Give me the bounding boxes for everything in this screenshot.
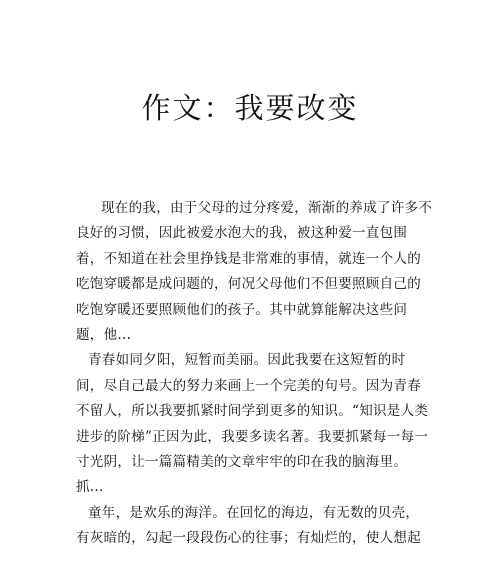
paragraph-line: 有灰暗的，勾起一段段伤心的往事；有灿烂的，使人想起 (76, 530, 421, 547)
paragraph-line: 吃饱穿暖都是成问题的，何况父母他们不但要照顾自己的 (76, 276, 421, 293)
paragraph-line: 现在的我，由于父母的过分疼爱，渐渐的养成了许多不 (101, 200, 433, 216)
paragraph-line: 不留人，所以我要抓紧时间学到更多的知识。“知识是人类 (76, 403, 429, 420)
paragraph-line: 青春如同夕阳，短暂而美丽。因此我要在这短暂的时 (88, 352, 406, 369)
paragraph-line: 间，尽自己最大的努力来画上一个完美的句号。因为青春 (76, 377, 421, 394)
paragraph-line: 题，他... (76, 326, 132, 343)
paragraph-line: 着，不知道在社会里挣钱是非常难的事情，就连一个人的 (76, 250, 421, 267)
paragraph-line: 吃饱穿暖还要照顾他们的孩子。其中就算能解决这些问 (76, 301, 408, 318)
document-title: 作文：我要改变 (141, 91, 359, 125)
paragraph-line: 寸光阴，让一篇篇精美的文章牢牢的印在我的脑海里。 (76, 453, 408, 470)
paragraph-line: 良好的习惯，因此被爱水泡大的我，被这种爱一直包围 (76, 225, 408, 242)
paragraph-line: 抓... (76, 479, 104, 496)
paragraph-line: 进步的阶梯”正因为此，我要多读名著。我要抓紧每一每一 (76, 428, 429, 445)
document-body (76, 196, 436, 551)
paragraph-line: 童年，是欢乐的海洋。在回忆的海边，有无数的贝壳， (88, 504, 420, 521)
